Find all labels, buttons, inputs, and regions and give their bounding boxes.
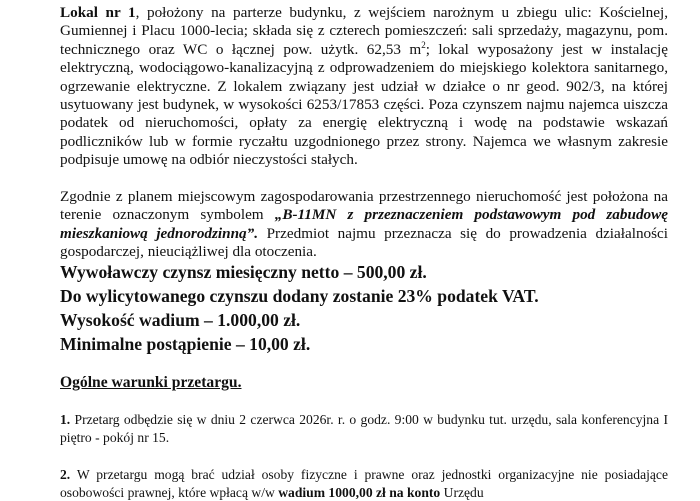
condition-2-text-b: Urzędu (440, 484, 484, 500)
condition-1-number: 1. (60, 412, 71, 427)
condition-1 (60, 411, 668, 446)
vat-note: Do wylicytowanego czynszu dodany zostanie 23% podatek VAT. (60, 286, 539, 306)
premises-description (60, 4, 668, 170)
premises-text-b: ; lokal wyposażony jest w instalację elektryczną, wodociągowo-kanalizacyjną z odprowadzeniem do miejskiego kolektora sanitarnego, ogrzewanie elektryczne. Z lokalem związany jest udział w działce o nr geod. 902/3, na której usytuowany jest budynek, w wysokości 6253/17853 części. Poza czynszem najmu najemca uiszcza podatek od nieruchomości, opłaty za energię elektryczną i wodę na podstawie wskazań podliczników lub w formie ryczałtu uzgodnionego przez strony. Najemca we własnym zakresie podpisuje umowę na odbiór nieczystości stałych. (60, 40, 668, 169)
area-unit-superscript: 2 (421, 39, 426, 50)
zoning-text-b: Przedmiot najmu przeznacza się do prowadzenia działalności gospodarczej, nieuciążliwej dla otoczenia. (60, 224, 669, 261)
premises-text-a: , położony na parterze budynku, z wejściem narożnym u zbiegu ulic: Kościelnej, Gumiennej i Placu 1000-lecia; składa się z czterech pomieszczeń: sali sprzedaży, magazynu, pom. technicznego oraz WC o łącznej pow. użytk. 62,53 m (60, 4, 668, 58)
condition-1-text: Przetarg odbędzie się w dniu 2 czerwca 2026r. r. o godz. 9:00 w budynku tut. urzędu, sala konferencyjna I piętro - pokój nr 15. (60, 412, 668, 445)
zoning-symbol: „B-11MN z przeznaczeniem podstawowym pod zabudowę mieszkaniową jednorodzinną”. (60, 206, 668, 242)
premises-lead: Lokal nr 1 (60, 4, 136, 21)
zoning-text-a: Zgodnie z planem miejscowym zagospodarowania przestrzennego nieruchomość jest położona na terenie oznaczonym symbolem (60, 188, 668, 224)
condition-2-number: 2. (60, 467, 71, 482)
zoning-paragraph (60, 188, 668, 262)
deposit-amount: Wysokość wadium – 1.000,00 zł. (60, 310, 301, 330)
condition-2-text-a: W przetargu mogą brać udział osoby fizyczne i prawne oraz jednostki organizacyjne nie posiadające osobowości prawnej, które wpłacą w/w (60, 467, 668, 500)
condition-2 (60, 466, 668, 501)
condition-2-deposit: wadium 1000,00 zł na konto (278, 484, 441, 500)
minimum-increment: Minimalne postąpienie – 10,00 zł. (60, 334, 311, 354)
general-conditions-heading: Ogólne warunki przetargu. (60, 374, 242, 391)
starting-rent: Wywoławczy czynsz miesięczny netto – 500,00 zł. (60, 262, 427, 282)
